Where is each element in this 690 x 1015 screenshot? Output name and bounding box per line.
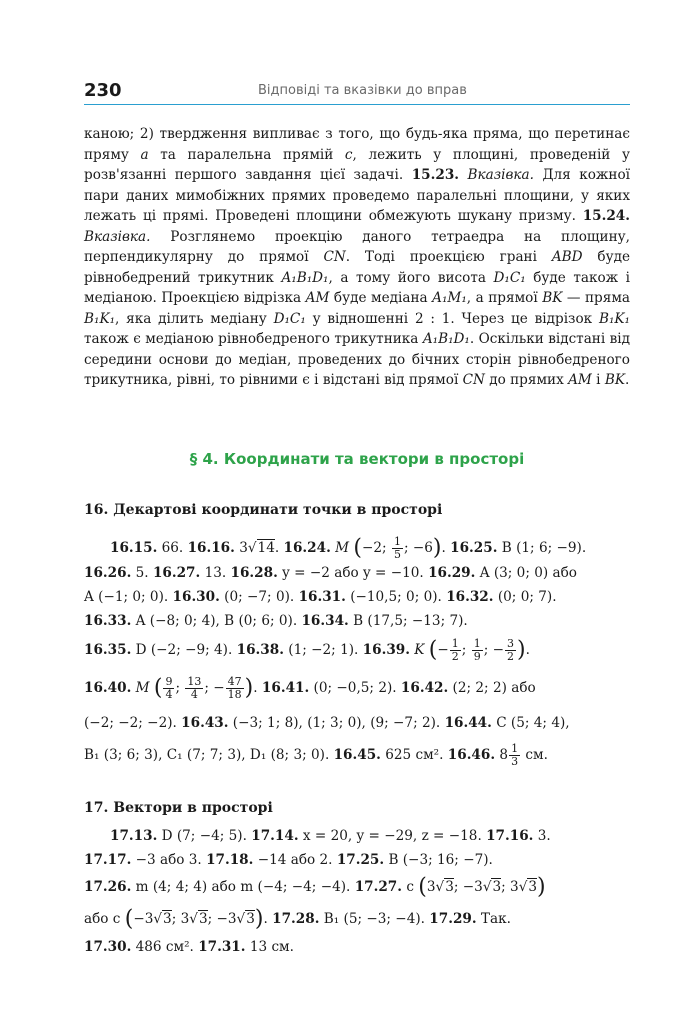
answer-line: 16.26. 5. 16.27. 13. 16.28. y = −2 або y = −10. 16.29. A (3; 0; 0) або xyxy=(84,565,577,581)
answers-16 xyxy=(84,536,630,772)
sqrt-icon: √ xyxy=(482,879,492,895)
answer-line: (−2; −2; −2). 16.43. (−3; 1; 8), (1; 3; 0), (9; −7; 2). 16.44. C (5; 4; 4), xyxy=(84,715,570,731)
sqrt-icon: √ xyxy=(435,879,445,895)
math: A₁B₁D₁ xyxy=(422,331,470,347)
hint-label: Вказівка. xyxy=(467,167,534,183)
text: буде рівнобедрений трикутник xyxy=(84,249,630,286)
sqrt-icon: √ xyxy=(518,879,528,895)
fraction: $\frac{1}{5}$ xyxy=(393,535,401,561)
answer-line: B₁ (3; 6; 3), C₁ (7; 7; 3), D₁ (8; 3; 0). 16.45. 625 см². 16.46. 8 $\frac{1}{3}$ см. xyxy=(84,742,548,768)
text: , яка ділить медіану xyxy=(115,310,274,327)
subsection-16-title: 16. Декартові координати точки в просторі xyxy=(84,502,443,518)
section-title: § 4. Координати та вектори в просторі xyxy=(189,450,525,468)
text: c xyxy=(344,146,353,163)
answers-paragraph xyxy=(84,124,630,391)
answer-line: 16.33. A (−8; 0; 4), B (0; 6; 0). 16.34. B (17,5; −13; 7). xyxy=(84,613,468,629)
math: D₁C₁ xyxy=(493,269,526,286)
text: — пряма xyxy=(562,290,630,306)
text: і xyxy=(591,372,605,388)
fraction: $\frac{9}{4}$ xyxy=(165,674,173,701)
answer-line: A (−1; 0; 0). 16.30. (0; −7; 0). 16.31. (−10,5; 0; 0). 16.32. (0; 0; 7). xyxy=(84,589,557,605)
math: D₁C₁ xyxy=(273,310,306,327)
running-title: Відповіді та вказівки до вправ xyxy=(258,83,467,98)
answer-line: 16.40. M ( $\frac{9}{4}$ ; $\frac{13}{4}$ ; − $\frac{47}{18}$ ). 16.41. (0; −0,5; 2). 16.42. (2; 2; 2) або xyxy=(84,674,536,701)
sqrt-icon: √ xyxy=(189,910,198,927)
sqrt-icon: √ xyxy=(236,910,246,927)
text: Розглянемо проекцію даного тетраедра на площину, перпендикулярну до прямої xyxy=(84,228,630,265)
text: до прямих xyxy=(484,372,569,388)
math: CN xyxy=(323,249,346,265)
text: , а прямої xyxy=(466,290,543,306)
math: A₁M₁ xyxy=(432,290,467,306)
answer-line: або c (−3√3; 3√3; −3√3). 17.28. B₁ (5; −3; −4). 17.29. Так. xyxy=(84,906,511,931)
text: та паралельна прямій xyxy=(148,146,345,163)
answer-line: 17.13. D (7; −4; 5). 17.14. x = 20, y = −29, z = −18. 17.16. 3. xyxy=(110,828,551,844)
problem-number: 15.24. xyxy=(582,208,630,224)
hint-label: Вказівка. xyxy=(84,228,151,245)
answer-line: 17.30. 486 см². 17.31. 13 см. xyxy=(84,939,294,955)
text: . Тоді проекцією грані xyxy=(345,249,552,265)
math: B₁K₁ xyxy=(84,310,116,327)
fraction: $\frac{47}{18}$ xyxy=(227,674,242,701)
text: Для кожної пари даних мимобіжних прямих проведемо паралельні площини, у яких лежать ці прямі. Проведені площини обмежують шукану призму. xyxy=(84,167,630,224)
text: каною; 2) твердження випливає з того, що будь-яка пряма, що перетинає пряму xyxy=(84,126,630,163)
answer-line: 17.17. −3 або 3. 17.18. −14 або 2. 17.25. B (−3; 16; −7). xyxy=(84,852,493,868)
answer-line: 16.35. D (−2; −9; 4). 16.38. (1; −2; 1). 16.39. K (− $\frac{1}{2}$ ; $\frac{1}{9}$ ; − $\frac{3}{2}$ ). xyxy=(84,637,530,663)
page-header xyxy=(84,80,630,110)
math: A₁B₁D₁ xyxy=(281,269,329,286)
text: . xyxy=(624,372,630,388)
fraction: $\frac{1}{9}$ xyxy=(473,637,481,663)
fraction: $\frac{1}{3}$ xyxy=(511,742,519,768)
fraction: $\frac{3}{2}$ xyxy=(506,637,514,663)
problem-number: 15.23. xyxy=(411,167,460,183)
math: AM xyxy=(305,290,330,306)
math: BK xyxy=(542,290,563,306)
fraction: $\frac{1}{2}$ xyxy=(451,637,459,663)
fraction: $\frac{13}{4}$ xyxy=(187,674,202,701)
math: ABD xyxy=(551,249,583,265)
text: буде медіана xyxy=(329,290,433,306)
math: AM xyxy=(568,372,592,388)
answers-17 xyxy=(84,824,630,959)
text: також є медіаною рівнобедреного трикутника xyxy=(84,331,423,347)
page-number: 230 xyxy=(84,80,122,101)
text: у відношенні 2 : 1. Через це відрізок xyxy=(305,310,599,327)
sqrt-icon: √ xyxy=(247,540,257,556)
subsection-17-title: 17. Вектори в просторі xyxy=(84,800,273,816)
answer-line: 16.15. 66. 16.16. 3√14. 16.24. M (−2; $\frac{1}{5}$ ; −6). 16.25. B (1; 6; −9). xyxy=(110,535,587,561)
text: буде також і медіаною. Проекцією відрізка xyxy=(84,269,631,306)
header-rule xyxy=(84,104,630,105)
text: a xyxy=(140,146,149,163)
text: , а тому його висота xyxy=(328,269,494,286)
math: CN xyxy=(462,372,485,388)
sqrt-icon: √ xyxy=(153,910,163,927)
math: BK xyxy=(604,372,625,388)
answer-line: 17.26. m (4; 4; 4) або m (−4; −4; −4). 17.27. c (3√3; −3√3; 3√3) xyxy=(84,874,546,900)
text: . Оскільки відстані від середини основи до медіан, проведених до бічних сторін рівнобедреного трикутника, рівні, то рівними є і відстані від прямої xyxy=(84,331,630,388)
text: , лежить у площині, проведеній у розв'язанні першого завдання цієї задачі. xyxy=(84,146,630,183)
math: B₁K₁ xyxy=(598,310,630,327)
